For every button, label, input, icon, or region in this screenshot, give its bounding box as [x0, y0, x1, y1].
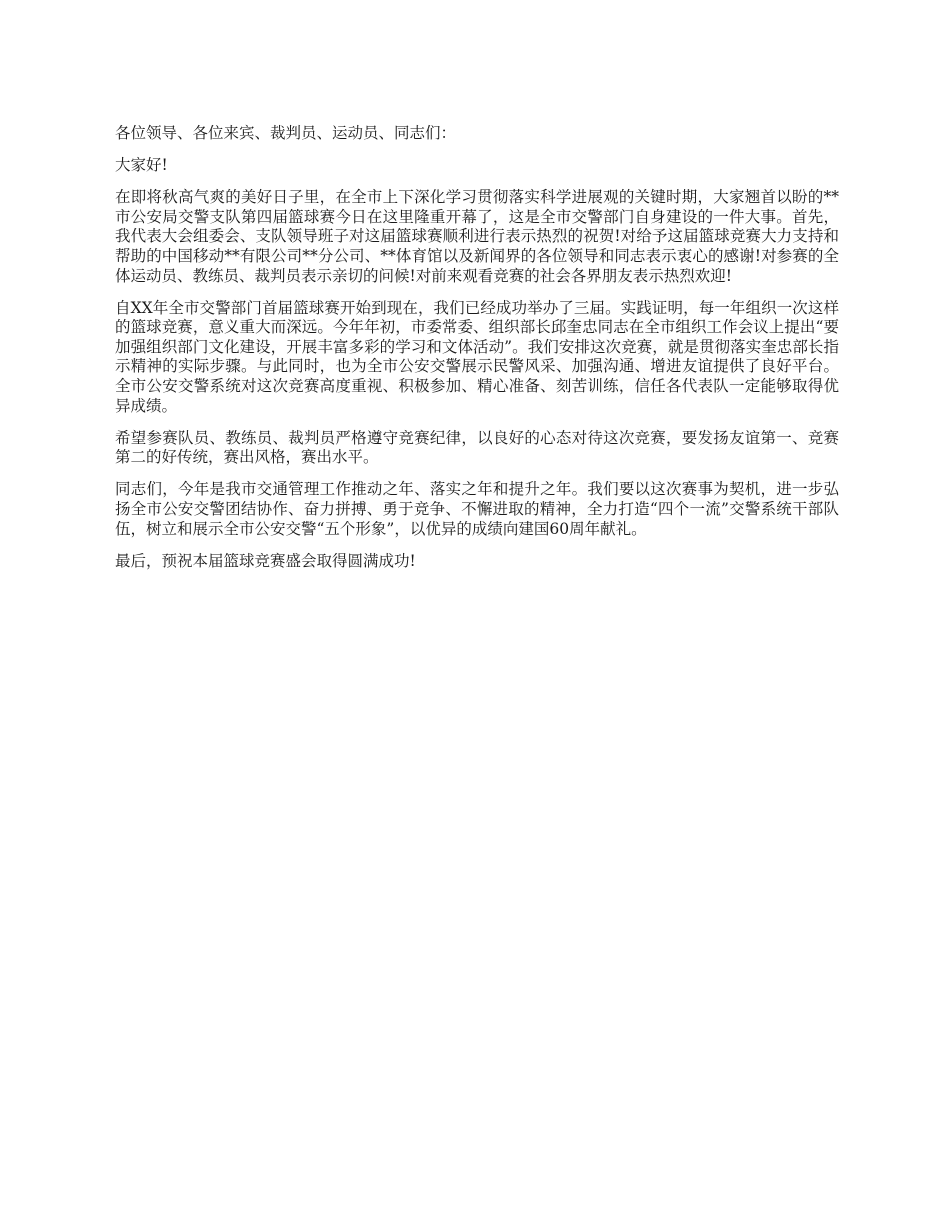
closing-wish: 最后，预祝本届篮球竞赛盛会取得圆满成功! — [115, 551, 416, 570]
speech-body — [115, 124, 839, 584]
greeting: 大家好! — [115, 156, 168, 175]
salutation: 各位领导、各位来宾、裁判员、运动员、同志们： — [115, 124, 457, 142]
paragraph-call-to-action: 同志们，今年是我市交通管理工作推动之年、落实之年和提升之年。我们要以这次赛事为契机，进一步弘扬全市公安交警团结协作、奋力拼搏、勇于竞争、不懈进取的精神，全力打造“四个一流”交警系统干部队伍，树立和展示全市公安交警“五个形象”，以优异的成绩向建国60周年献礼。 — [115, 480, 839, 538]
paragraph-expectation: 希望参赛队员、教练员、裁判员严格遵守竞赛纪律，以良好的心态对待这次竞赛，要发扬友谊第一、竞赛第二的好传统，赛出风格，赛出水平。 — [115, 428, 839, 467]
paragraph-opening: 在即将秋高气爽的美好日子里，在全市上下深化学习贯彻落实科学进展观的关键时期，大家翘首以盼的**市公安局交警支队第四届篮球赛今日在这里隆重开幕了，这是全市交警部门自身建设的一件大事。首先，我代表大会组委会、支队领导班子对这届篮球赛顺利进行表示热烈的祝贺!对给予这届篮球竞赛大力支持和帮助的中国移动**有限公司**分公司、**体育馆以及新闻界的各位领导和同志表示衷心的感谢!对参赛的全体运动员、教练员、裁判员表示亲切的问候!对前来观看竞赛的社会各界朋友表示热烈欢迎! — [115, 188, 839, 285]
paragraph-history: 自XX年全市交警部门首届篮球赛开始到现在，我们已经成功举办了三届。实践证明，每一年组织一次这样的篮球竞赛，意义重大而深远。今年年初，市委常委、组织部长邱奎忠同志在全市组织工作会议上提出“要加强组织部门文化建设，开展丰富多彩的学习和文体活动”。我们安排这次竞赛，就是贯彻落实奎忠部长指示精神的实际步骤。与此同时，也为全市公安交警展示民警风采、加强沟通、增进友谊提供了良好平台。全市公安交警系统对这次竞赛高度重视、积极参加、精心准备、刻苦训练，信任各代表队一定能够取得优异成绩。 — [115, 298, 839, 415]
